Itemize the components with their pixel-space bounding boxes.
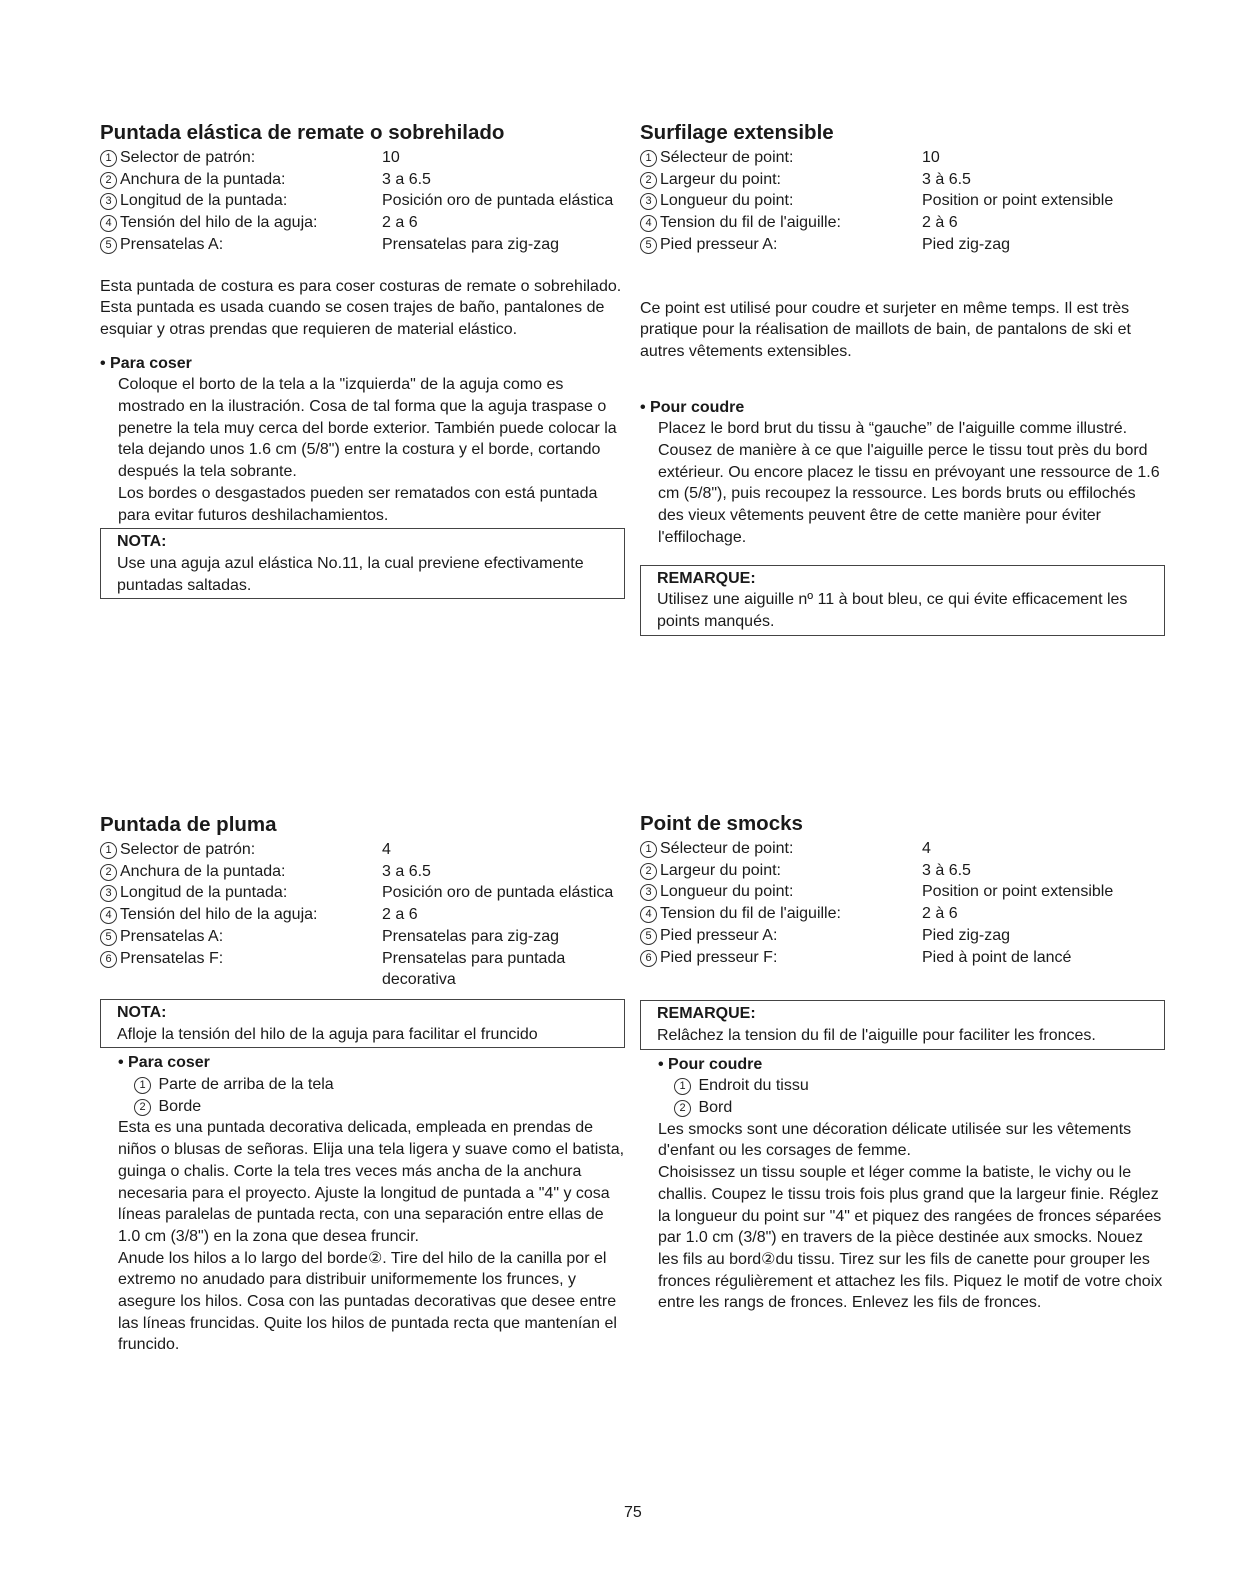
section-feather-es	[100, 813, 625, 1356]
circled-number-icon: 4	[100, 215, 117, 232]
circled-number-icon: 3	[100, 885, 117, 902]
setting-value: Pied zig-zag	[922, 235, 1011, 253]
setting-label-text: Pied presseur A:	[660, 235, 778, 253]
setting-label	[640, 234, 922, 256]
setting-value: Position or point extensible	[922, 883, 1114, 901]
setting-label	[100, 882, 382, 904]
circled-number-icon: 5	[640, 237, 657, 254]
setting-row	[100, 882, 625, 904]
setting-label-text: Prensatelas F:	[120, 949, 224, 967]
step-text: Bord	[698, 1099, 733, 1117]
setting-label-text: Anchura de la puntada:	[120, 862, 286, 880]
setting-label	[640, 169, 922, 191]
circled-number-icon: 5	[640, 928, 657, 945]
setting-value: 4	[382, 841, 391, 858]
circled-number-icon: 6	[100, 951, 117, 968]
setting-row	[100, 147, 625, 169]
setting-label-text: Tension du fil de l'aiguille:	[660, 905, 841, 923]
setting-value: 2 a 6	[382, 214, 418, 232]
setting-value: 3 à 6.5	[922, 861, 971, 879]
setting-row	[100, 190, 625, 212]
body-paragraph: Coloque el borto de la tela a la "izquierda" de la aguja como es mostrado en la ilustración. Cosa de tal forma que la aguja traspase o penetre la tela muy cerca del borde exterior. También puede colocar la tela dejando unos 1.6 cm (5/8") entre la costura y el borde, cortando después la tela sobrante.	[118, 376, 617, 481]
setting-label-text: Tensión del hilo de la aguja:	[120, 906, 318, 924]
setting-label	[640, 190, 922, 212]
circled-number-icon: 1	[134, 1077, 151, 1094]
setting-row	[640, 212, 1165, 234]
section-title: Point de smocks	[640, 812, 803, 835]
setting-label-text: Longueur du point:	[660, 192, 794, 210]
setting-label-text: Sélecteur de point:	[660, 840, 794, 857]
setting-row	[100, 904, 625, 926]
setting-label	[640, 925, 922, 947]
circled-number-icon: 3	[100, 193, 117, 210]
setting-row	[640, 881, 1165, 903]
note-box	[640, 1000, 1165, 1049]
circled-number-icon: 1	[640, 841, 657, 858]
note-box	[100, 999, 625, 1048]
circled-number-icon: 1	[100, 842, 117, 859]
settings-list	[640, 147, 1165, 256]
setting-label	[100, 839, 382, 861]
note-text: Use una aguja azul elástica No.11, la cual previene efectivamente puntadas saltadas.	[117, 554, 584, 594]
circled-number-icon: 6	[640, 950, 657, 967]
circled-number-icon: 2	[674, 1100, 691, 1117]
setting-value: Prensatelas para zig-zag	[382, 927, 559, 945]
setting-row	[640, 947, 1165, 969]
circled-number-icon: 2	[100, 864, 117, 881]
setting-row	[100, 948, 625, 991]
note-text: Utilisez une aiguille nº 11 à bout bleu, ce qui évite efficacement les points manqués.	[657, 591, 1128, 630]
bullet-heading: • Pour coudre	[640, 398, 745, 416]
note-title: NOTA:	[117, 1003, 167, 1021]
section-overlock-fr	[640, 121, 1165, 636]
setting-label-text: Largeur du point:	[660, 170, 781, 188]
setting-value: 2 à 6	[922, 214, 958, 232]
setting-row	[640, 190, 1165, 212]
setting-label-text: Pied presseur A:	[660, 926, 778, 944]
setting-label-text: Selector de patrón:	[120, 149, 256, 166]
settings-list	[100, 839, 625, 991]
note-box	[100, 528, 625, 599]
body-paragraph: Les smocks sont une décoration délicate utilisée sur les vêtements d'enfant ou les corsages de femme.	[658, 1120, 1132, 1160]
circled-number-icon: 5	[100, 237, 117, 254]
section-title: Puntada elástica de remate o sobrehilado	[100, 121, 505, 144]
setting-value: 3 à 6.5	[922, 170, 971, 188]
step-text: Endroit du tissu	[698, 1077, 809, 1095]
settings-list	[100, 147, 625, 256]
setting-label-text: Longitud de la puntada:	[120, 884, 288, 902]
note-title: NOTA:	[117, 533, 167, 551]
circled-number-icon: 4	[640, 906, 657, 923]
section-smocking-fr	[640, 812, 1165, 1314]
step-item	[134, 1074, 625, 1096]
circled-number-icon: 4	[640, 215, 657, 232]
step-text: Borde	[158, 1097, 202, 1115]
setting-label-text: Pied presseur F:	[660, 948, 778, 966]
setting-value: Posición oro de puntada elástica	[382, 192, 614, 210]
section-title: Puntada de pluma	[100, 813, 277, 836]
circled-number-icon: 2	[100, 172, 117, 189]
setting-label	[100, 861, 382, 883]
note-text: Relâchez la tension du fil de l'aiguille pour faciliter les fronces.	[657, 1026, 1096, 1044]
circled-number-icon: 2	[640, 863, 657, 880]
setting-value: 2 à 6	[922, 905, 958, 923]
step-text: Parte de arriba de la tela	[158, 1076, 334, 1094]
setting-label	[100, 948, 382, 991]
setting-row	[640, 234, 1165, 256]
settings-list	[640, 838, 1165, 968]
intro-paragraph: Ce point est utilisé pour coudre et surjeter en même temps. Il est très pratique pour la réalisation de maillots de bain, de pantalons de ski et autres vêtements extensibles.	[640, 299, 1131, 360]
setting-row	[100, 926, 625, 948]
bullet-heading: • Pour coudre	[658, 1055, 763, 1073]
setting-row	[100, 234, 625, 256]
setting-label-text: Tension du fil de l'aiguille:	[660, 214, 841, 232]
body-paragraph: Esta es una puntada decorativa delicada, empleada en prendas de niños o blusas de señoras. Elija una tela ligera y suave como el batista, guinga o chalis. Corte la tela tres veces más ancha de la anchura necesaria para el proyecto. Ajuste la longitud de puntada a "4" y cosa líneas paralelas de puntada recta, con una separación entre ellas de 1.0 cm (3/8") en la zona que desea fruncir.	[118, 1119, 625, 1245]
setting-label	[640, 947, 922, 969]
page-number: 75	[624, 1504, 642, 1521]
setting-label-text: Sélecteur de point:	[660, 149, 794, 166]
setting-row	[640, 147, 1165, 169]
circled-number-icon: 2	[134, 1099, 151, 1116]
setting-label	[640, 903, 922, 925]
setting-label	[640, 838, 922, 860]
steps-list	[100, 1074, 625, 1117]
setting-label	[100, 212, 382, 234]
note-title: REMARQUE:	[657, 1005, 756, 1023]
setting-label	[100, 169, 382, 191]
setting-value: 3 a 6.5	[382, 862, 431, 880]
setting-value: 2 a 6	[382, 906, 418, 924]
setting-row	[100, 861, 625, 883]
setting-row	[100, 212, 625, 234]
setting-label-text: Prensatelas A:	[120, 235, 224, 253]
setting-value: Prensatelas para zig-zag	[382, 235, 559, 253]
body-paragraph: Choisissez un tissu souple et léger comme la batiste, le vichy ou le challis. Coupez le tissu trois fois plus grand que la largeur finie. Réglez la longueur du point sur "4" et piquez des rangées de fronces séparées par 1.0 cm (3/8") en travers de la pièce destinée aux smocks. Nouez les fils au bord②du tissu. Tirez sur les fils de canette pour grouper les fronces régulièrement et attachez les fils. Piquez le motif de votre choix entre les rangs de fronces. Enlevez les fils de fronces.	[658, 1164, 1163, 1312]
circled-number-icon: 3	[640, 193, 657, 210]
setting-label	[640, 860, 922, 882]
setting-label	[100, 904, 382, 926]
setting-value: 10	[922, 149, 940, 166]
circled-number-icon: 1	[640, 150, 657, 167]
setting-label	[100, 234, 382, 256]
body-paragraph: Placez le bord brut du tissu à “gauche” de l'aiguille comme illustré. Cousez de manière à ce que l'aiguille perce le tissu tout près du bord extérieur. Ou encore placez le tissu en prévoyant une ressource de 1.6 cm (5/8"), puis recoupez la ressource. Les bords bruts ou effilochés des vieux vêtements peuvent être de cette manière pour éviter l'effilochage.	[658, 420, 1160, 546]
note-title: REMARQUE:	[657, 569, 756, 587]
setting-label-text: Tensión del hilo de la aguja:	[120, 214, 318, 232]
setting-row	[100, 839, 625, 861]
section-overlock-es	[100, 121, 625, 599]
section-title: Surfilage extensible	[640, 121, 834, 144]
setting-label	[640, 881, 922, 903]
circled-number-icon: 5	[100, 929, 117, 946]
setting-row	[640, 903, 1165, 925]
step-item	[134, 1096, 625, 1118]
setting-value: Pied à point de lancé	[922, 948, 1072, 966]
body-paragraph: Anude los hilos a lo largo del borde②. Tire del hilo de la canilla por el extremo no anudado para distribuir uniformemente los frunces, y asegure los hilos. Cosa con las puntadas decorativas que desee entre las líneas fruncidas. Quite los hilos de puntada recta que mantenían el fruncido.	[118, 1249, 617, 1354]
setting-label	[100, 147, 382, 169]
setting-row	[640, 860, 1165, 882]
setting-label-text: Longitud de la puntada:	[120, 192, 288, 210]
circled-number-icon: 2	[640, 172, 657, 189]
setting-row	[640, 169, 1165, 191]
setting-value: 3 a 6.5	[382, 170, 431, 188]
setting-row	[640, 925, 1165, 947]
circled-number-icon: 3	[640, 884, 657, 901]
setting-label-text: Selector de patrón:	[120, 841, 256, 858]
setting-label	[640, 212, 922, 234]
setting-value: Position or point extensible	[922, 192, 1114, 210]
step-item	[674, 1075, 1165, 1097]
setting-value: 4	[922, 840, 931, 857]
setting-label-text: Longueur du point:	[660, 883, 794, 901]
setting-label-text: Anchura de la puntada:	[120, 170, 286, 188]
bullet-heading: • Para coser	[118, 1054, 210, 1072]
setting-row	[100, 169, 625, 191]
setting-label-text: Largeur du point:	[660, 861, 781, 879]
note-text: Afloje la tensión del hilo de la aguja para facilitar el fruncido	[117, 1025, 538, 1043]
setting-row	[640, 838, 1165, 860]
note-box	[640, 565, 1165, 636]
bullet-heading: • Para coser	[100, 354, 192, 372]
intro-paragraph: Esta puntada de costura es para coser costuras de remate o sobrehilado. Esta puntada es usada cuando se cosen trajes de baño, pantalones de esquiar y otras prendas que requieren de material elástico.	[100, 277, 622, 338]
setting-value: Prensatelas para puntada decorativa	[382, 949, 566, 989]
setting-value: Posición oro de puntada elástica	[382, 884, 614, 902]
steps-list	[640, 1075, 1165, 1118]
setting-value: 10	[382, 149, 400, 166]
step-item	[674, 1097, 1165, 1119]
circled-number-icon: 1	[674, 1078, 691, 1095]
setting-label	[640, 147, 922, 169]
setting-label	[100, 926, 382, 948]
circled-number-icon: 4	[100, 907, 117, 924]
setting-value: Pied zig-zag	[922, 926, 1011, 944]
circled-number-icon: 1	[100, 150, 117, 167]
body-paragraph: Los bordes o desgastados pueden ser rematados con está puntada para evitar futuros deshilachamientos.	[118, 484, 598, 524]
setting-label	[100, 190, 382, 212]
setting-label-text: Prensatelas A:	[120, 927, 224, 945]
